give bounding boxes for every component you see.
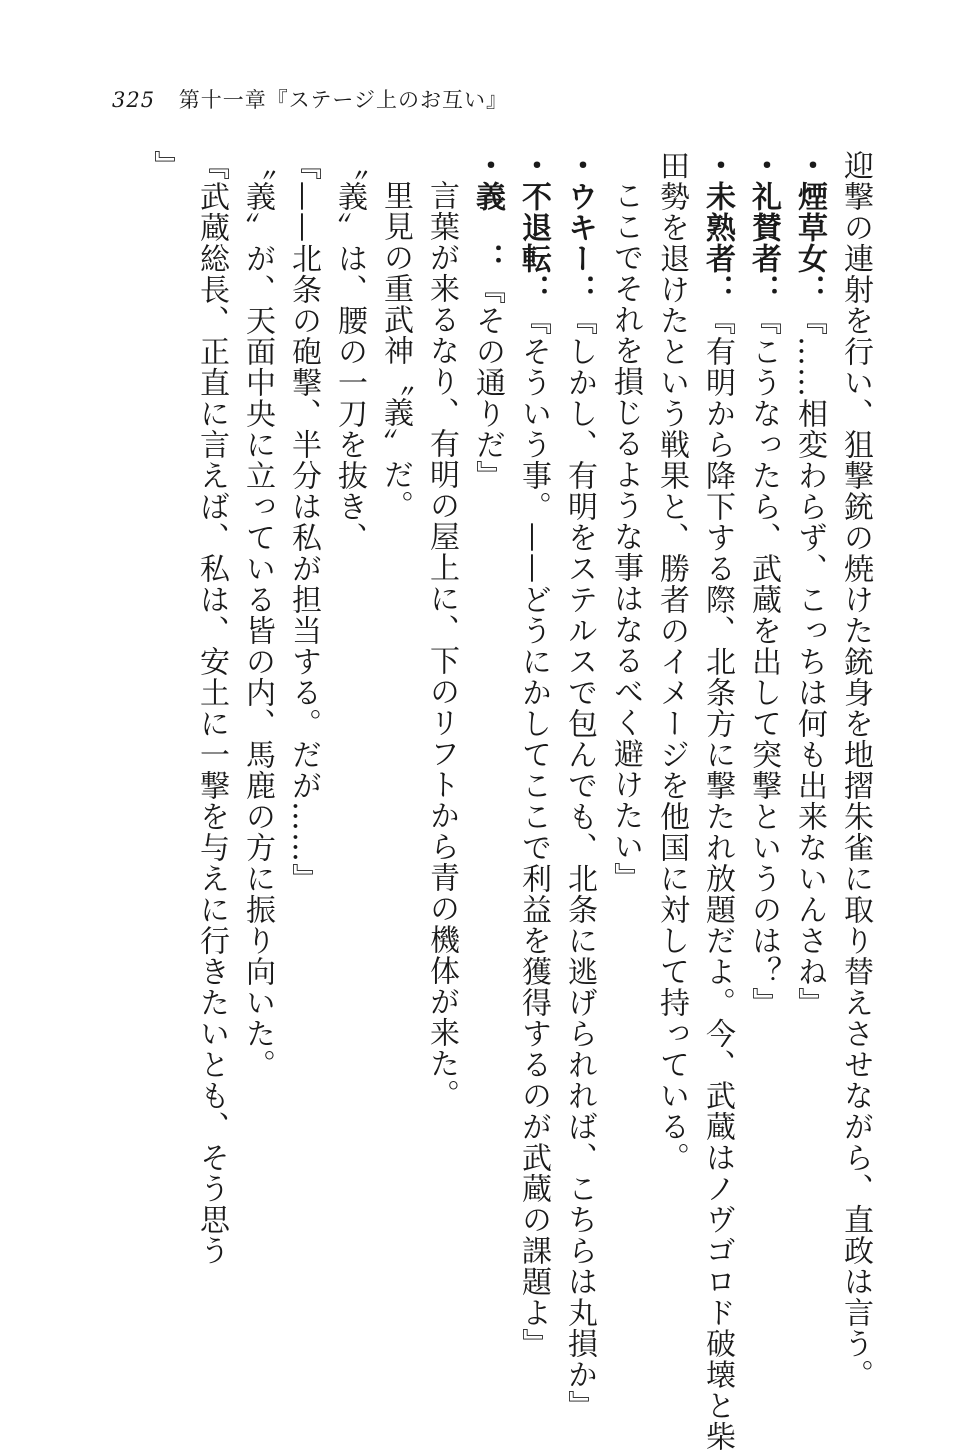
text-line-5: 田勢を退けたという戦果と、勝者のイメージを他国に対して持っている。 [654, 150, 689, 1173]
chapter-title: 第十一章『ステージ上のお互い』 [178, 88, 508, 112]
text-line-6: ここでそれを損じるような事はなるべく避けたい』 [608, 180, 643, 893]
text-line-14: 〝義〟が、天面中央に立っている皆の内、馬鹿の方に振り向いた。 [240, 150, 275, 1080]
text-line-4: ・未熟者：『有明から降下する際、北条方に撃たれ放題だよ。今、武蔵はノヴゴロド破壊と柴 [700, 150, 735, 1452]
speaker-label: ・義 ： [470, 150, 505, 274]
text-line-2: ・煙草女：『……相変わらず、こっちは何も出来ないんさね』 [792, 150, 827, 1018]
speaker-label: ・未熟者： [700, 150, 735, 305]
text-line-10: 言葉が来るなり、有明の屋上に、下のリフトから青の機体が来た。 [424, 180, 459, 1110]
page-number: 325 [112, 88, 156, 112]
text-line-15: 『武蔵総長、正直に言えば、私は、安土に一撃を与えに行きたいとも、そう思う [194, 150, 229, 1266]
text-line-16: 』 [148, 150, 183, 181]
text-line-13: 『——北条の砲撃、半分は私が担当する。だが……』 [286, 150, 321, 894]
running-header [112, 84, 508, 114]
text-line-12: 〝義〟は、腰の一刀を抜き、 [332, 150, 367, 553]
vertical-body-text [142, 150, 878, 1452]
speaker-label: ・ウキー： [562, 150, 597, 305]
text-line-11: 里見の重武神〝義〟だ。 [378, 180, 413, 521]
text-line-9: ・義 ：『その通りだ』 [470, 150, 505, 491]
text-line-8: ・不退転：『そういう事。——どうにかしてここで利益を獲得するのが武蔵の課題よ』 [516, 150, 551, 1359]
text-line-1: 迎撃の連射を行い、狙撃銃の焼けた銃身を地摺朱雀に取り替えさせながら、直政は言う。 [838, 150, 873, 1390]
text-line-7: ・ウキー：『しかし、有明をステルスで包んでも、北条に逃げられれば、こちらは丸損か』 [562, 150, 597, 1421]
speaker-label: ・不退転： [516, 150, 551, 305]
speaker-label: ・礼賛者： [746, 150, 781, 305]
text-line-3: ・礼賛者：『こうなったら、武蔵を出して突撃というのは？』 [746, 150, 781, 1018]
speaker-label: ・煙草女： [792, 150, 827, 305]
